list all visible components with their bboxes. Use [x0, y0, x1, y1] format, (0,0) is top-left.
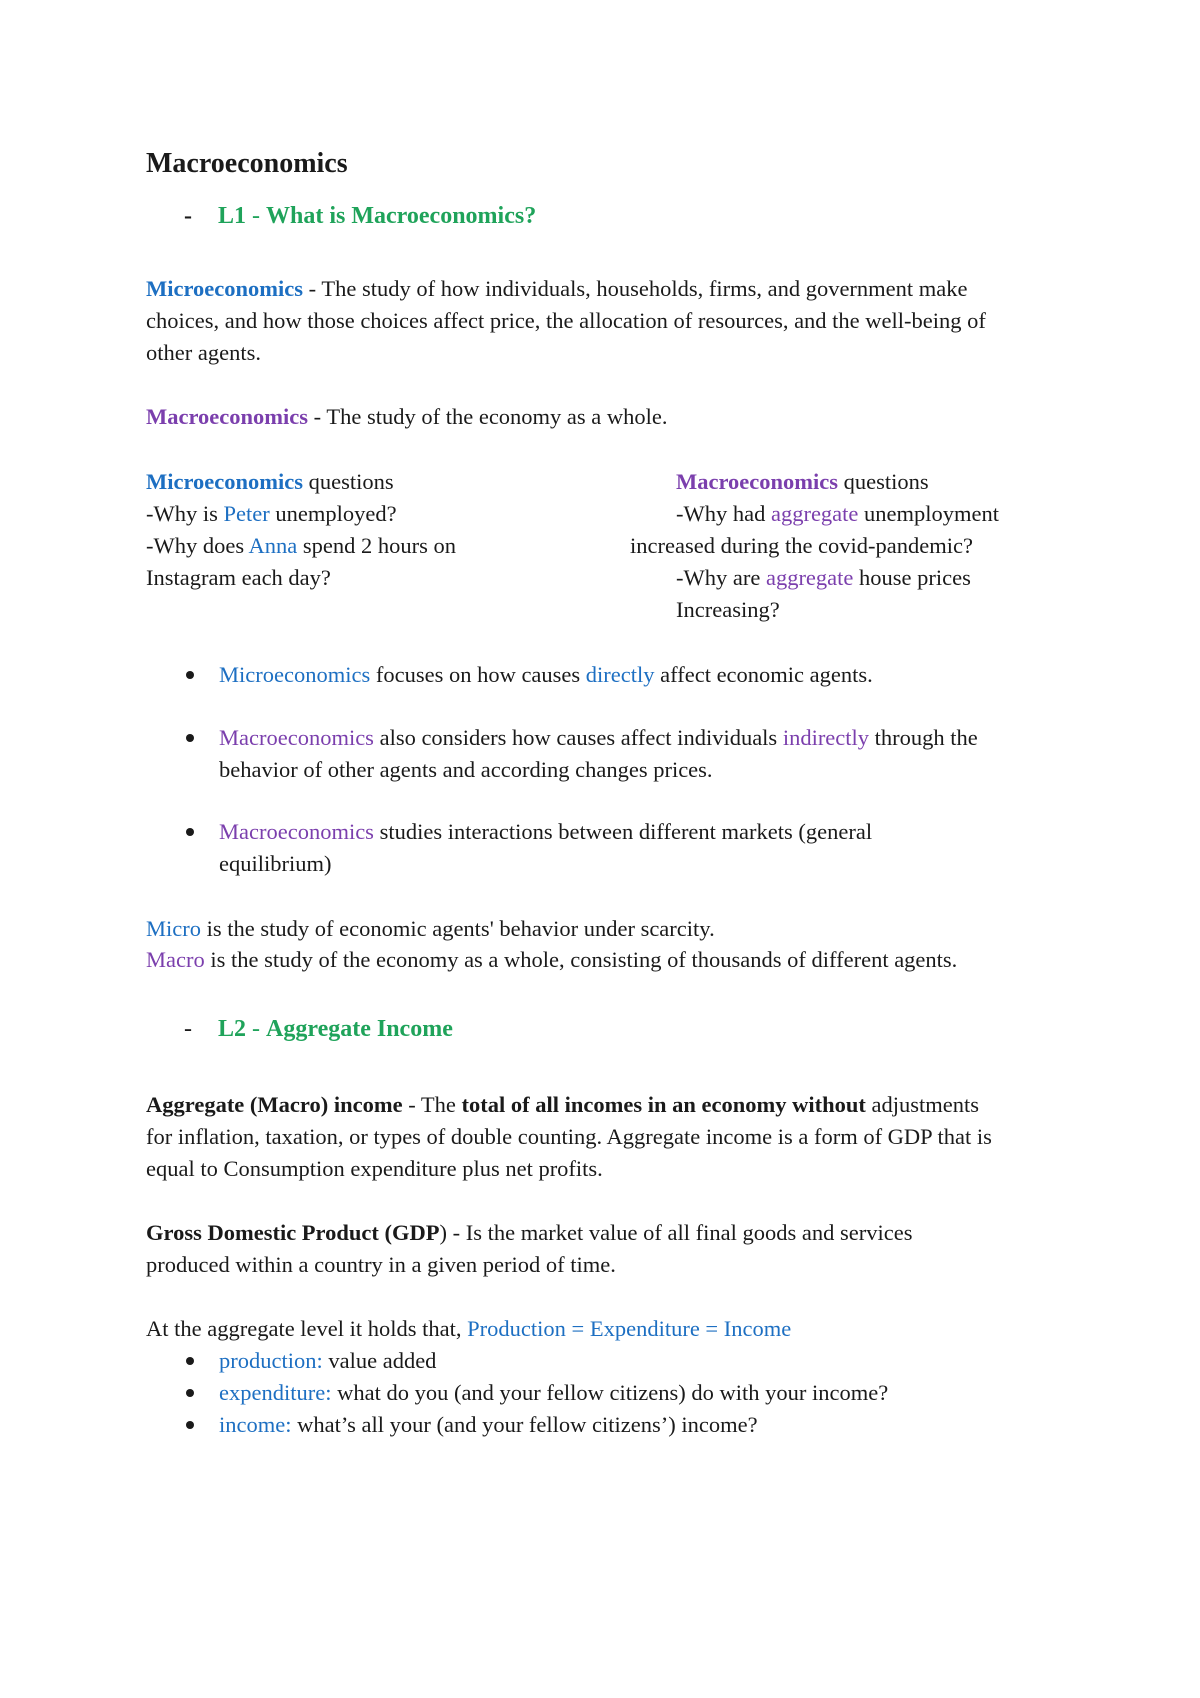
summary-macro: Macro is the study of the economy as a whole, consisting of thousands of different agents. [146, 947, 958, 972]
bullet-dot [186, 734, 194, 742]
micro-question-1: -Why is Peter unemployed? [146, 501, 397, 526]
list-dash: - [184, 203, 192, 229]
bullet-dot [186, 1389, 194, 1397]
macro-question-1: -Why had aggregate unemployment [676, 501, 1000, 526]
micro-questions-heading: Microeconomics questions [146, 469, 394, 494]
section-heading-l1 [146, 198, 536, 234]
heading-separator: - [246, 1016, 267, 1042]
bullet-item-1: Microeconomics focuses on how causes directly affect economic agents. [219, 662, 873, 687]
heading-text: Aggregate Income [266, 1016, 453, 1042]
section-heading-l2 [146, 1011, 453, 1047]
bullet-item-2-cont: behavior of other agents and according changes prices. [219, 757, 713, 782]
heading-separator: - [246, 203, 267, 229]
micro-question-2: -Why does Anna spend 2 hours on [146, 533, 456, 558]
macro-questions-heading: Macroeconomics questions [676, 469, 929, 494]
micro-definition-line1: Microeconomics - The study of how individuals, households, firms, and government make [146, 276, 968, 301]
macro-definition: Macroeconomics - The study of the economy as a whole. [146, 404, 668, 429]
bullet-dot [186, 671, 194, 679]
aggregate-income-line3: equal to Consumption expenditure plus net profits. [146, 1156, 603, 1181]
identity-bullet-production: production: value added [219, 1348, 437, 1373]
heading-label: L1 [218, 203, 247, 229]
heading-label: L2 [218, 1016, 247, 1042]
micro-definition-line3: other agents. [146, 340, 261, 365]
term-microeconomics: Microeconomics [146, 276, 304, 301]
term-macroeconomics: Macroeconomics [146, 404, 309, 429]
document-title: Macroeconomics [146, 148, 348, 179]
bullet-item-3-cont: equilibrium) [219, 851, 332, 876]
bullet-dot [186, 1421, 194, 1429]
aggregate-identity: At the aggregate level it holds that, Production = Expenditure = Income [146, 1316, 792, 1341]
macro-question-2: -Why are aggregate house prices [676, 565, 971, 590]
identity-bullet-income: income: what’s all your (and your fellow citizens’) income? [219, 1412, 758, 1437]
aggregate-income-line2: for inflation, taxation, or types of double counting. Aggregate income is a form of GDP that is [146, 1124, 992, 1149]
micro-question-2-cont: Instagram each day? [146, 565, 331, 590]
bullet-item-2: Macroeconomics also considers how causes affect individuals indirectly through the [219, 725, 978, 750]
bullet-dot [186, 1357, 194, 1365]
bullet-dot [186, 828, 194, 836]
list-dash: - [184, 1016, 192, 1042]
gdp-definition-line2: produced within a country in a given period of time. [146, 1252, 616, 1277]
gdp-definition-line1: Gross Domestic Product (GDP) - Is the market value of all final goods and services [146, 1220, 913, 1245]
summary-micro: Micro is the study of economic agents' behavior under scarcity. [146, 916, 715, 941]
bullet-item-3: Macroeconomics studies interactions between different markets (general [219, 819, 873, 844]
heading-text: What is Macroeconomics? [266, 203, 537, 229]
micro-definition-line2: choices, and how those choices affect price, the allocation of resources, and the well-being of [146, 308, 986, 333]
macro-question-1-cont: increased during the covid-pandemic? [630, 533, 973, 558]
macro-question-2-cont: Increasing? [676, 597, 780, 622]
identity-bullet-expenditure: expenditure: what do you (and your fellow citizens) do with your income? [219, 1380, 889, 1405]
aggregate-income-line1: Aggregate (Macro) income - The total of all incomes in an economy without adjustments [146, 1092, 980, 1117]
